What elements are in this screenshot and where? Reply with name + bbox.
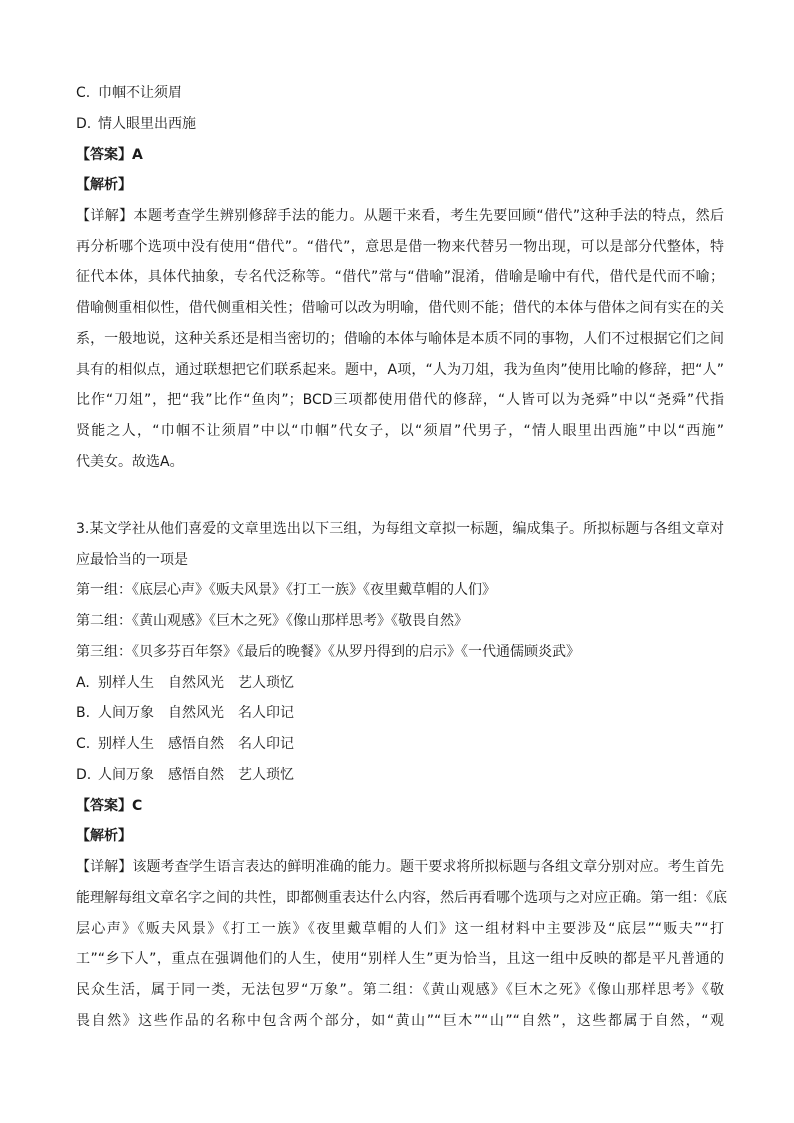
q2-analysis-line: 再分析哪个选项中没有使用“借代”。“借代”，意思是借一物来代替另一物出现，可以是部分代整体，特 — [76, 239, 724, 255]
option-choice: 自然风光 — [168, 705, 224, 721]
option-letter: D. — [76, 116, 92, 132]
option-choice: 别样人生 — [98, 736, 154, 752]
q2-option-c — [76, 84, 182, 102]
option-choice: 自然风光 — [168, 675, 224, 691]
q3-group-3: 第三组：《贝多芬百年祭》《最后的晚餐》《从罗丹得到的启示》《一代通儒顾炎武》 — [76, 644, 580, 660]
q3-analysis-line: 能理解每组文章名字之间的共性，即都侧重表达什么内容，然后再看哪个选项与之对应正确。第一组：《底 — [76, 890, 727, 906]
q3-option-b — [76, 704, 308, 722]
option-choice: 人间万象 — [98, 705, 154, 721]
q3-analysis-line: 层心声》《贩夫风景》《打工一族》《夜里戴草帽的人们》这一组材料中主要涉及“底层”“贩夫”“打 — [76, 921, 724, 937]
q3-analysis-line: 【详解】该题考查学生语言表达的鲜明准确的能力。题干要求将所拟标题与各组文章分别对应。考生首先 — [76, 859, 724, 875]
option-text: 巾帼不让须眉 — [98, 85, 182, 101]
q2-analysis-line: 比作“刀俎”，把“我”比作“鱼肉”；BCD三项都使用借代的修辞，“人皆可以为尧舜”中以“尧舜”代指 — [76, 392, 724, 408]
q3-analysis-label: 【解析】 — [76, 828, 132, 844]
q2-analysis-line: 系，一般地说，这种关系还是相当密切的；借喻的本体与喻体是本质不同的事物，人们不过根据它们之间 — [76, 331, 724, 347]
q3-option-d — [76, 766, 308, 784]
q3-group-1: 第一组：《底层心声》《贩夫风景》《打工一族》《夜里戴草帽的人们》 — [76, 582, 496, 598]
option-letter: C. — [76, 85, 91, 101]
q3-answer: 【答案】C — [76, 798, 143, 814]
q2-analysis-line: 征代本体，具体代抽象，专名代泛称等。“借代”常与“借喻”混淆，借喻是喻中有代，借代是代而不喻； — [76, 269, 724, 285]
q2-analysis-line: 代美女。故选A。 — [76, 454, 184, 470]
option-choice: 艺人琐忆 — [238, 675, 294, 691]
option-choice: 感悟自然 — [168, 736, 224, 752]
option-letter: C. — [76, 736, 91, 752]
q3-stem-line: 应最恰当的一项是 — [76, 552, 188, 568]
option-choice: 别样人生 — [98, 675, 154, 691]
q3-option-a — [76, 674, 308, 692]
q2-analysis-label: 【解析】 — [76, 177, 132, 193]
q3-option-c — [76, 735, 308, 753]
q3-analysis-line: 工”“乡下人”，重点在强调他们的人生，使用“别样人生”更为恰当，且这一组中反映的都是平凡普通的 — [76, 951, 724, 967]
q2-answer: 【答案】A — [76, 147, 143, 163]
option-choice: 感悟自然 — [168, 767, 224, 783]
q2-option-d — [76, 115, 196, 133]
option-choice: 名人印记 — [238, 705, 294, 721]
q3-analysis-line: 畏自然》这些作品的名称中包含两个部分，如“黄山”“巨木”“山”“自然”，这些都属于自然，“观 — [76, 1013, 724, 1029]
option-choice: 艺人琐忆 — [238, 767, 294, 783]
option-choice: 人间万象 — [98, 767, 154, 783]
option-letter: B. — [76, 705, 91, 721]
q3-analysis-line: 民众生活，属于同一类，无法包罗“万象”。第二组：《黄山观感》《巨木之死》《像山那样思考》《敬 — [76, 982, 724, 998]
option-text: 情人眼里出西施 — [98, 116, 196, 132]
q2-analysis-line: 贤能之人，“巾帼不让须眉”中以“巾帼”代女子，以“须眉”代男子，“情人眼里出西施”中以“西施” — [76, 423, 724, 439]
q2-analysis-line: 具有的相似点，通过联想把它们联系起来。题中，A项，“人为刀俎，我为鱼肉”使用比喻的修辞，把“人” — [76, 362, 724, 378]
option-choice: 名人印记 — [238, 736, 294, 752]
q3-group-2: 第二组：《黄山观感》《巨木之死》《像山那样思考》《敬畏自然》 — [76, 613, 468, 629]
q2-analysis-line: 借喻侧重相似性，借代侧重相关性；借喻可以改为明喻，借代则不能；借代的本体与借体之间有实在的关 — [76, 300, 724, 316]
option-letter: A. — [76, 675, 90, 691]
option-letter: D. — [76, 767, 92, 783]
q2-analysis-line: 【详解】本题考查学生辨别修辞手法的能力。从题干来看，考生先要回顾“借代”这种手法的特点，然后 — [76, 208, 724, 224]
q3-stem-line: 3.某文学社从他们喜爱的文章里选出以下三组，为每组文章拟一标题，编成集子。所拟标题与各组文章对 — [76, 521, 724, 537]
